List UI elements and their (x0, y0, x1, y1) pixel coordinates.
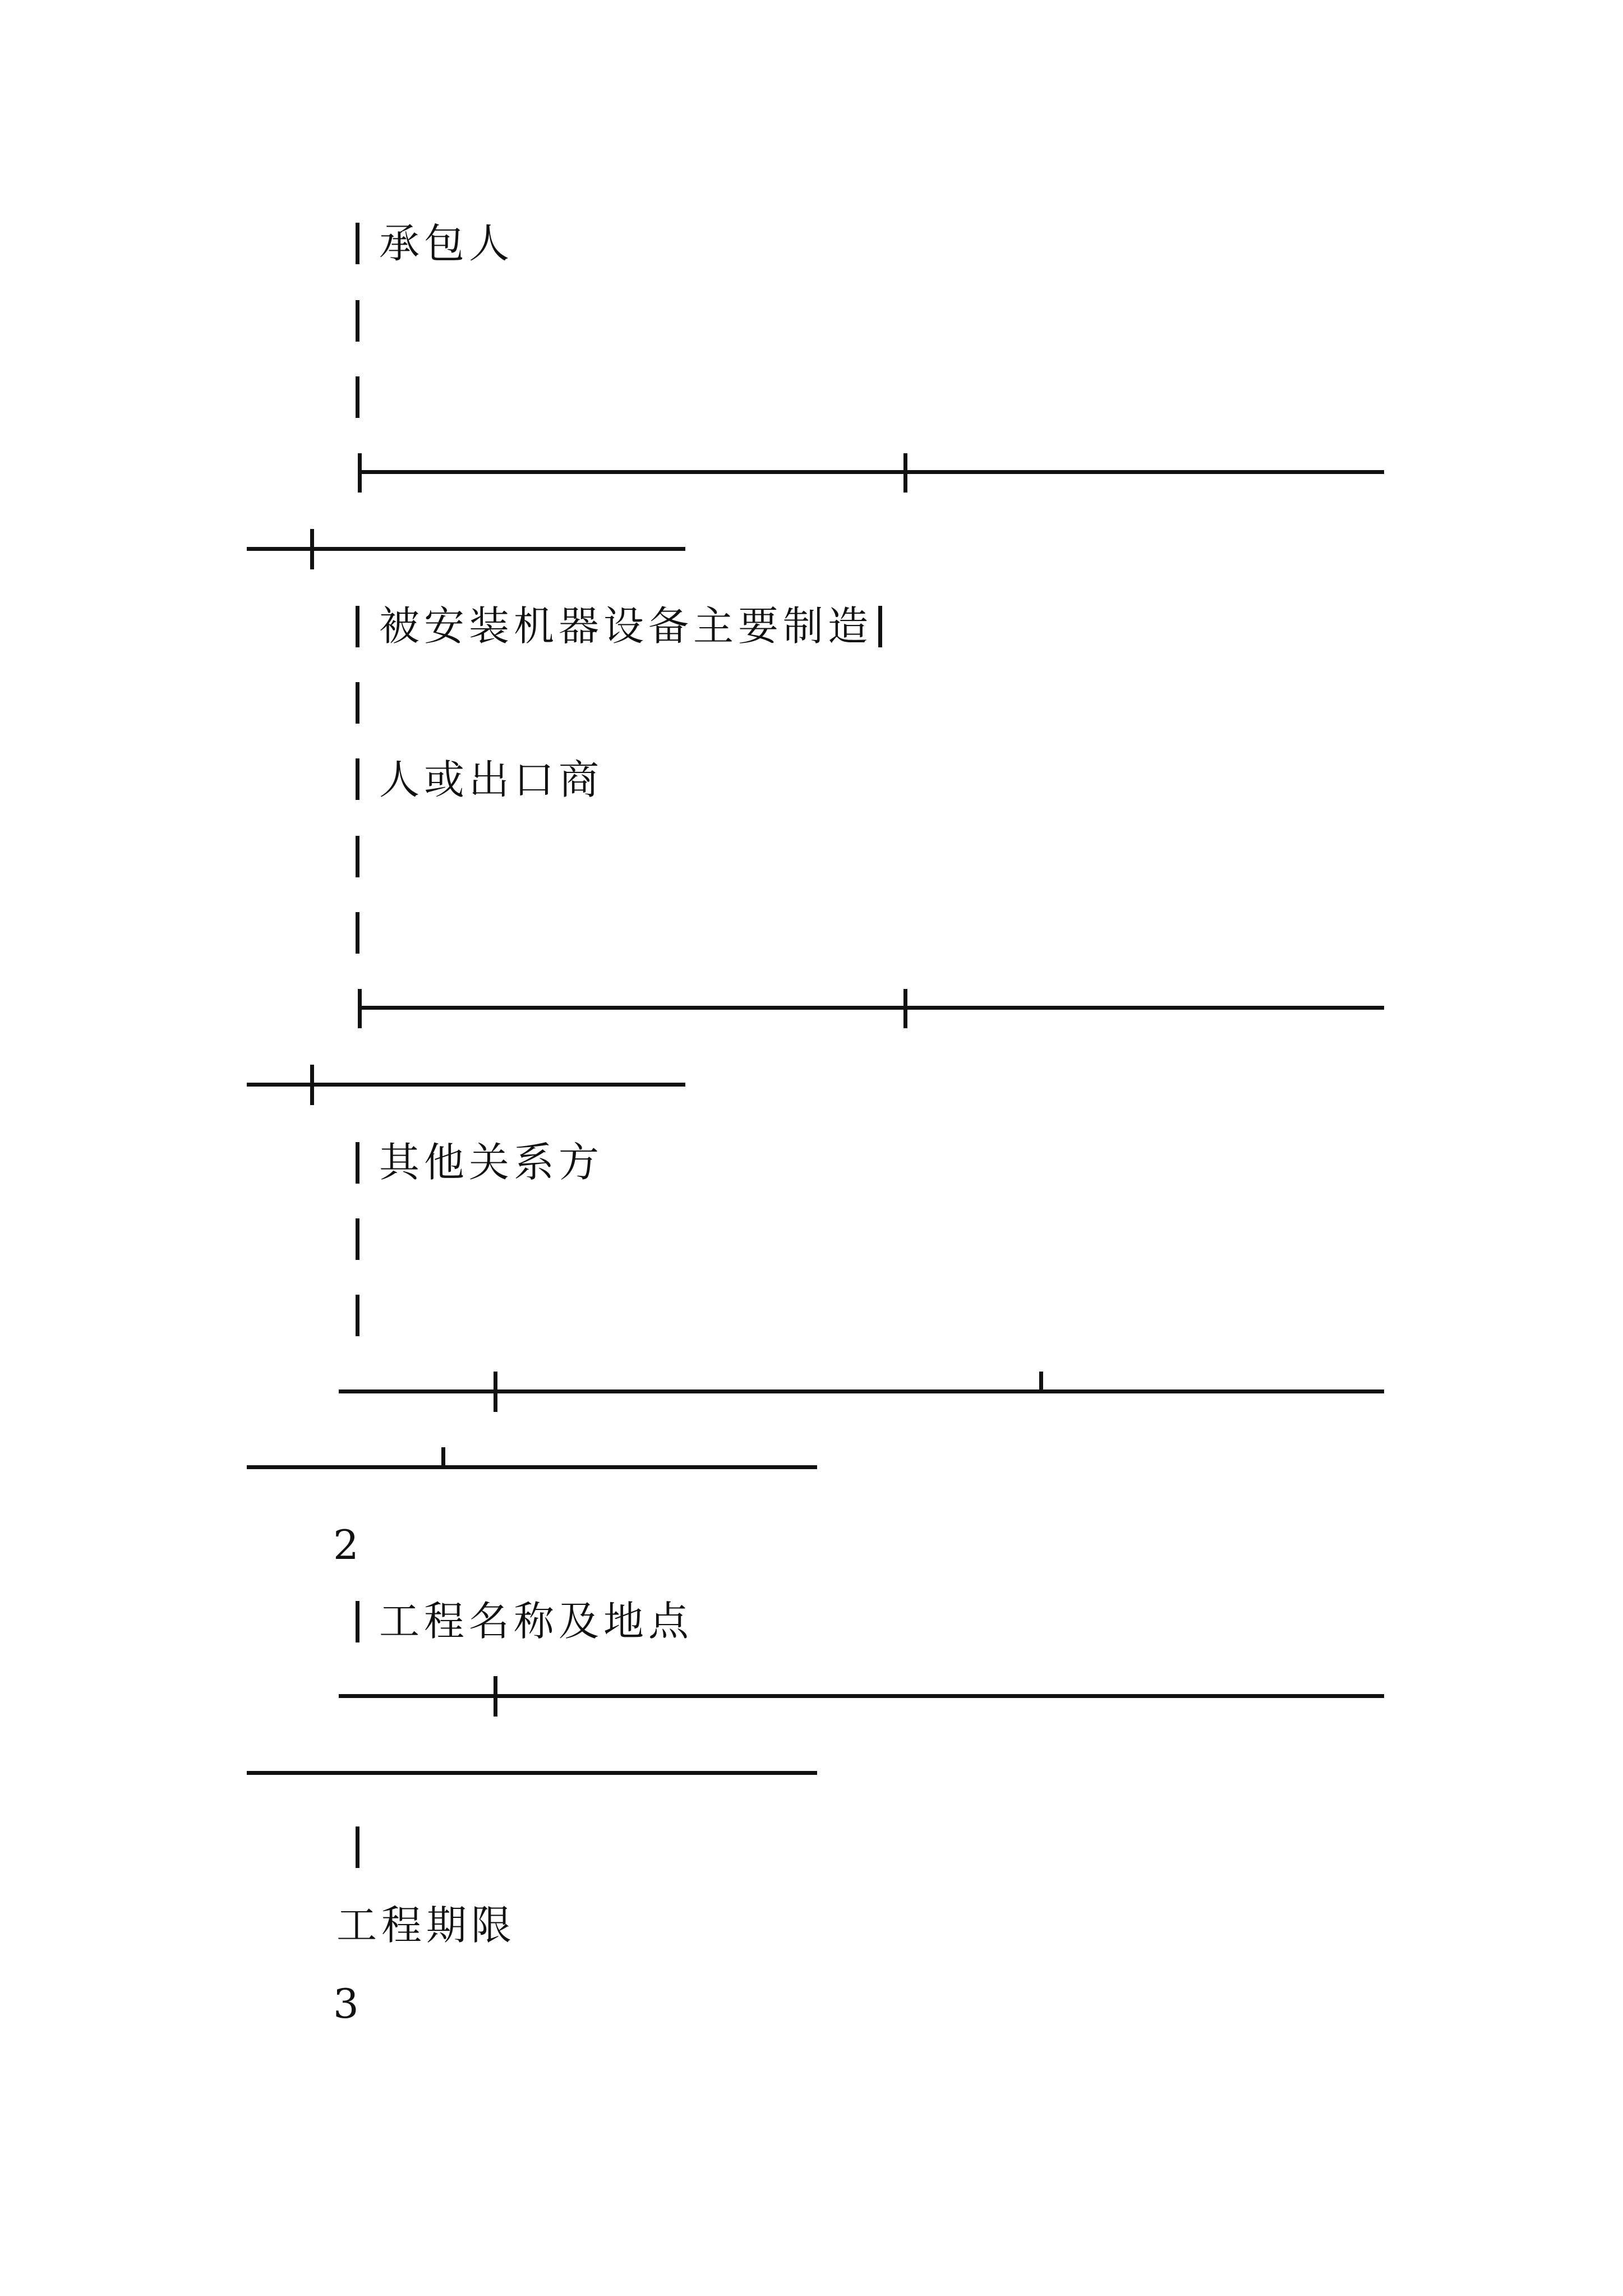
page-number: 3 (333, 1980, 359, 2027)
table-border-left (356, 606, 359, 647)
table-border-left (356, 1218, 359, 1260)
table-rule-junction (494, 1676, 497, 1717)
table-rule-junction (358, 989, 362, 1028)
table-border-left (356, 836, 359, 877)
table-border-left (356, 1295, 359, 1336)
page-number: 2 (333, 1521, 359, 1568)
table-border-left (356, 1826, 359, 1868)
other-parties-label: 其他关系方 (379, 1139, 604, 1186)
project-name-location-label: 工程名称及地点 (379, 1598, 694, 1645)
table-border-left (356, 1142, 359, 1184)
table-border-right (878, 606, 882, 647)
table-rule (358, 1006, 1384, 1010)
table-border-left (356, 376, 359, 418)
table-rule-junction (494, 1372, 497, 1412)
table-rule-junction (903, 989, 907, 1028)
table-rule-junction (441, 1447, 445, 1469)
table-border-left (356, 758, 359, 800)
table-rule-junction (358, 453, 362, 493)
table-rule (247, 1465, 817, 1469)
table-border-left (356, 223, 359, 264)
table-rule (358, 470, 1384, 474)
table-border-left (356, 682, 359, 724)
table-rule-junction (1039, 1372, 1043, 1393)
table-border-left (356, 1601, 359, 1642)
table-rule-junction (310, 529, 314, 569)
manufacturer-label-line2: 人或出口商 (379, 756, 604, 803)
table-rule-junction (903, 453, 907, 493)
table-border-left (356, 300, 359, 342)
manufacturer-label-line1: 被安装机器设备主要制造 (379, 602, 873, 650)
table-border-left (356, 912, 359, 954)
table-rule (247, 1771, 817, 1775)
project-period-label: 工程期限 (336, 1902, 517, 1949)
contractor-label: 承包人 (379, 220, 514, 267)
table-rule-junction (310, 1065, 314, 1105)
